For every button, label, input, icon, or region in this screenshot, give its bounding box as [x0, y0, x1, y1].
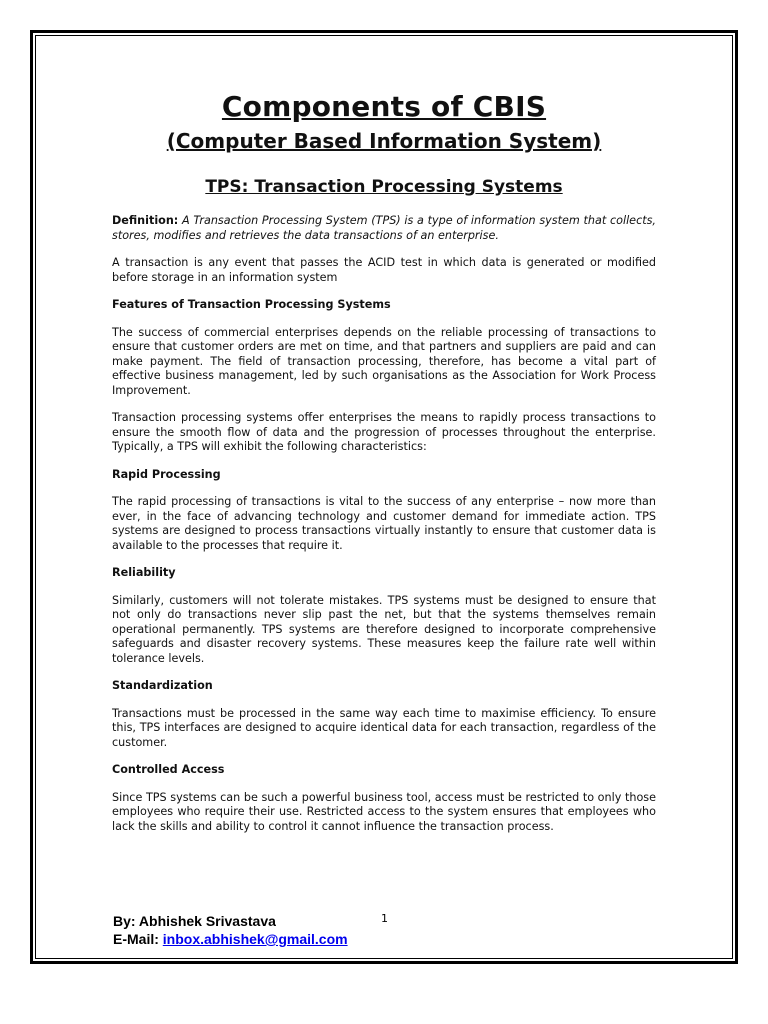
definition-label: Definition:	[112, 214, 179, 227]
standardization-paragraph: Transactions must be processed in the same way each time to maximise efficiency. To ensure this, TPS interfaces are designed to acquire identical data for each transaction, regardless of the customer.	[112, 706, 656, 749]
rapid-processing-paragraph: The rapid processing of transactions is vital to the success of any enterprise – now more than ever, in the face of advancing technology and customer demand for immediate action. TPS systems are designed to process transactions virtually instantly to ensure that customer data is available to the processes that require it.	[112, 495, 656, 552]
email-label: E-Mail:	[113, 931, 163, 947]
controlled-access-paragraph: Since TPS systems can be such a powerful business tool, access must be restricted to only those employees who require their use. Restricted access to the system ensures that employees who lack the skills and ability to control it cannot influence the transaction process.	[112, 790, 656, 833]
section-title: TPS: Transaction Processing Systems	[205, 177, 563, 197]
reliability-heading: Reliability	[112, 566, 176, 579]
author-line: By: Abhishek Srivastava	[113, 913, 276, 929]
page-number: 1	[381, 912, 388, 925]
email-line	[113, 930, 348, 948]
document-body	[112, 88, 656, 847]
reliability-paragraph: Similarly, customers will not tolerate mistakes. TPS systems must be designed to ensure that not only do transactions never slip past the net, but that the systems themselves remain operational permanently. TPS systems are therefore designed to incorporate comprehensive safeguards and disaster recovery systems. These measures keep the failure rate well within tolerance levels.	[112, 593, 656, 665]
document-title: Components of CBIS	[221, 90, 547, 123]
transaction-paragraph: A transaction is any event that passes the ACID test in which data is generated or modified before storage in an information system	[112, 256, 656, 284]
offer-paragraph: Transaction processing systems offer enterprises the means to rapidly process transactions to ensure the smooth flow of data and the progression of processes throughout the enterprise. Typically, a TPS will exhibit the following characteristics:	[112, 411, 656, 453]
rapid-processing-heading: Rapid Processing	[112, 467, 221, 481]
definition-text: A Transaction Processing System (TPS) is a type of information system that collects, stores, modifies and retrieves the data transactions of an enterprise.	[112, 214, 656, 242]
email-link[interactable]: inbox.abhishek@gmail.com	[162, 931, 348, 947]
success-paragraph: The success of commercial enterprises depends on the reliable processing of transactions to ensure that customer orders are met on time, and that partners and suppliers are paid and can make payment. The field of transaction processing, therefore, has become a vital part of effective business management, led by such organisations as the Association for Work Process Improvement.	[112, 325, 656, 397]
features-heading: Features of Transaction Processing Systems	[112, 298, 391, 311]
document-subtitle: (Computer Based Information System)	[166, 129, 602, 153]
controlled-access-heading: Controlled Access	[112, 763, 225, 776]
standardization-heading: Standardization	[112, 679, 213, 692]
footer	[113, 912, 348, 948]
definition-paragraph	[112, 214, 656, 243]
